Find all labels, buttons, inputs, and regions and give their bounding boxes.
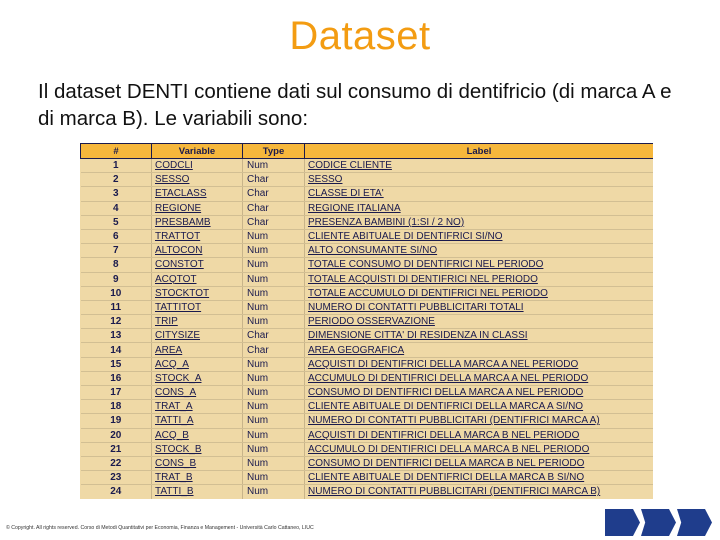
table-row xyxy=(81,386,654,400)
row-number: 11 xyxy=(81,300,152,314)
table-row xyxy=(81,187,654,201)
row-variable: PRESBAMB xyxy=(152,215,243,229)
row-variable: TRATTOT xyxy=(152,229,243,243)
row-variable: REGIONE xyxy=(152,201,243,215)
nav-arrow-icon xyxy=(677,509,712,536)
row-type: Num xyxy=(243,315,305,329)
row-label: CLIENTE ABITUALE DI DENTIFRICI DELLA MARCA A SI/NO xyxy=(305,400,654,414)
row-type: Num xyxy=(243,442,305,456)
row-label: NUMERO DI CONTATTI PUBBLICITARI TOTALI xyxy=(305,300,654,314)
header-number: # xyxy=(81,144,152,159)
row-label: PERIODO OSSERVAZIONE xyxy=(305,315,654,329)
nav-arrows xyxy=(605,509,713,536)
row-number: 17 xyxy=(81,386,152,400)
row-variable: CONS_B xyxy=(152,456,243,470)
row-type: Num xyxy=(243,471,305,485)
table-row xyxy=(81,315,654,329)
row-type: Char xyxy=(243,215,305,229)
table-row xyxy=(81,414,654,428)
nav-arrow-icon xyxy=(605,509,640,536)
row-number: 10 xyxy=(81,286,152,300)
row-label: TOTALE ACQUISTI DI DENTIFRICI NEL PERIODO xyxy=(305,272,654,286)
row-number: 21 xyxy=(81,442,152,456)
row-variable: CONSTOT xyxy=(152,258,243,272)
row-variable: TATTITOT xyxy=(152,300,243,314)
row-type: Num xyxy=(243,485,305,499)
row-variable: TATTI_A xyxy=(152,414,243,428)
table-row xyxy=(81,371,654,385)
header-variable: Variable xyxy=(152,144,243,159)
variables-table-container xyxy=(80,143,653,499)
row-type: Num xyxy=(243,386,305,400)
row-label: REGIONE ITALIANA xyxy=(305,201,654,215)
table-row xyxy=(81,400,654,414)
table-header-row xyxy=(81,144,654,159)
row-type: Num xyxy=(243,456,305,470)
table-row xyxy=(81,215,654,229)
row-variable: CONS_A xyxy=(152,386,243,400)
row-label: TOTALE ACCUMULO DI DENTIFRICI NEL PERIODO xyxy=(305,286,654,300)
row-type: Num xyxy=(243,300,305,314)
row-variable: STOCK_A xyxy=(152,371,243,385)
row-variable: ETACLASS xyxy=(152,187,243,201)
table-row xyxy=(81,272,654,286)
table-row xyxy=(81,244,654,258)
row-type: Num xyxy=(243,414,305,428)
row-type: Char xyxy=(243,173,305,187)
header-label: Label xyxy=(305,144,654,159)
row-variable: STOCK_B xyxy=(152,442,243,456)
row-label: CLIENTE ABITUALE DI DENTIFRICI SI/NO xyxy=(305,229,654,243)
row-number: 20 xyxy=(81,428,152,442)
row-label: AREA GEOGRAFICA xyxy=(305,343,654,357)
row-number: 8 xyxy=(81,258,152,272)
row-label: CLIENTE ABITUALE DI DENTIFRICI DELLA MARCA B SI/NO xyxy=(305,471,654,485)
table-row xyxy=(81,258,654,272)
row-variable: ACQ_A xyxy=(152,357,243,371)
table-row xyxy=(81,442,654,456)
row-label: CONSUMO DI DENTIFRICI DELLA MARCA B NEL PERIODO xyxy=(305,456,654,470)
row-number: 19 xyxy=(81,414,152,428)
row-type: Num xyxy=(243,286,305,300)
row-number: 18 xyxy=(81,400,152,414)
table-row xyxy=(81,286,654,300)
row-label: SESSO xyxy=(305,173,654,187)
row-number: 15 xyxy=(81,357,152,371)
row-label: NUMERO DI CONTATTI PUBBLICITARI (DENTIFRICI MARCA A) xyxy=(305,414,654,428)
row-type: Char xyxy=(243,201,305,215)
row-label: CODICE CLIENTE xyxy=(305,159,654,173)
row-variable: TRIP xyxy=(152,315,243,329)
row-number: 22 xyxy=(81,456,152,470)
row-variable: SESSO xyxy=(152,173,243,187)
row-label: ACQUISTI DI DENTIFRICI DELLA MARCA B NEL PERIODO xyxy=(305,428,654,442)
row-number: 13 xyxy=(81,329,152,343)
row-label: NUMERO DI CONTATTI PUBBLICITARI (DENTIFRICI MARCA B) xyxy=(305,485,654,499)
row-type: Char xyxy=(243,343,305,357)
row-number: 14 xyxy=(81,343,152,357)
row-variable: TRAT_A xyxy=(152,400,243,414)
table-row xyxy=(81,300,654,314)
table-row xyxy=(81,485,654,499)
intro-text: Il dataset DENTI contiene dati sul consumo di dentifricio (di marca A e di marca B). Le variabili sono: xyxy=(38,80,672,130)
row-number: 16 xyxy=(81,371,152,385)
row-label: PRESENZA BAMBINI (1:SI / 2 NO) xyxy=(305,215,654,229)
row-number: 23 xyxy=(81,471,152,485)
row-number: 4 xyxy=(81,201,152,215)
row-type: Num xyxy=(243,159,305,173)
row-number: 5 xyxy=(81,215,152,229)
row-type: Char xyxy=(243,329,305,343)
row-number: 7 xyxy=(81,244,152,258)
table-row xyxy=(81,173,654,187)
row-label: ACQUISTI DI DENTIFRICI DELLA MARCA A NEL PERIODO xyxy=(305,357,654,371)
row-type: Num xyxy=(243,400,305,414)
row-type: Num xyxy=(243,272,305,286)
table-row xyxy=(81,329,654,343)
row-type: Num xyxy=(243,229,305,243)
row-number: 1 xyxy=(81,159,152,173)
row-number: 3 xyxy=(81,187,152,201)
row-type: Num xyxy=(243,371,305,385)
row-type: Num xyxy=(243,428,305,442)
table-body xyxy=(81,159,654,500)
row-label: CONSUMO DI DENTIFRICI DELLA MARCA A NEL PERIODO xyxy=(305,386,654,400)
row-number: 9 xyxy=(81,272,152,286)
nav-arrow-icon xyxy=(641,509,676,536)
row-label: DIMENSIONE CITTA' DI RESIDENZA IN CLASSI xyxy=(305,329,654,343)
row-variable: ACQTOT xyxy=(152,272,243,286)
copyright-footer: © Copyright. All rights reserved. Corso di Metodi Quantitativi per Economia, Finanza e Management - Università Carlo Cattaneo, LIUC xyxy=(6,525,314,531)
row-type: Num xyxy=(243,258,305,272)
row-variable: STOCKTOT xyxy=(152,286,243,300)
table-row xyxy=(81,201,654,215)
table-row xyxy=(81,343,654,357)
row-number: 24 xyxy=(81,485,152,499)
row-variable: TATTI_B xyxy=(152,485,243,499)
row-number: 2 xyxy=(81,173,152,187)
row-variable: ACQ_B xyxy=(152,428,243,442)
header-type: Type xyxy=(243,144,305,159)
table-row xyxy=(81,357,654,371)
table-row xyxy=(81,229,654,243)
row-label: TOTALE CONSUMO DI DENTIFRICI NEL PERIODO xyxy=(305,258,654,272)
row-number: 6 xyxy=(81,229,152,243)
row-type: Char xyxy=(243,187,305,201)
row-type: Num xyxy=(243,244,305,258)
table-row xyxy=(81,428,654,442)
row-label: ACCUMULO DI DENTIFRICI DELLA MARCA A NEL PERIODO xyxy=(305,371,654,385)
row-variable: TRAT_B xyxy=(152,471,243,485)
row-label: CLASSE DI ETA' xyxy=(305,187,654,201)
row-number: 12 xyxy=(81,315,152,329)
row-variable: CODCLI xyxy=(152,159,243,173)
slide-title: Dataset xyxy=(289,14,431,58)
row-variable: CITYSIZE xyxy=(152,329,243,343)
table-row xyxy=(81,159,654,173)
row-variable: ALTOCON xyxy=(152,244,243,258)
row-label: ALTO CONSUMANTE SI/NO xyxy=(305,244,654,258)
row-label: ACCUMULO DI DENTIFRICI DELLA MARCA B NEL PERIODO xyxy=(305,442,654,456)
variables-table xyxy=(80,143,653,499)
row-type: Num xyxy=(243,357,305,371)
table-row xyxy=(81,456,654,470)
row-variable: AREA xyxy=(152,343,243,357)
table-row xyxy=(81,471,654,485)
